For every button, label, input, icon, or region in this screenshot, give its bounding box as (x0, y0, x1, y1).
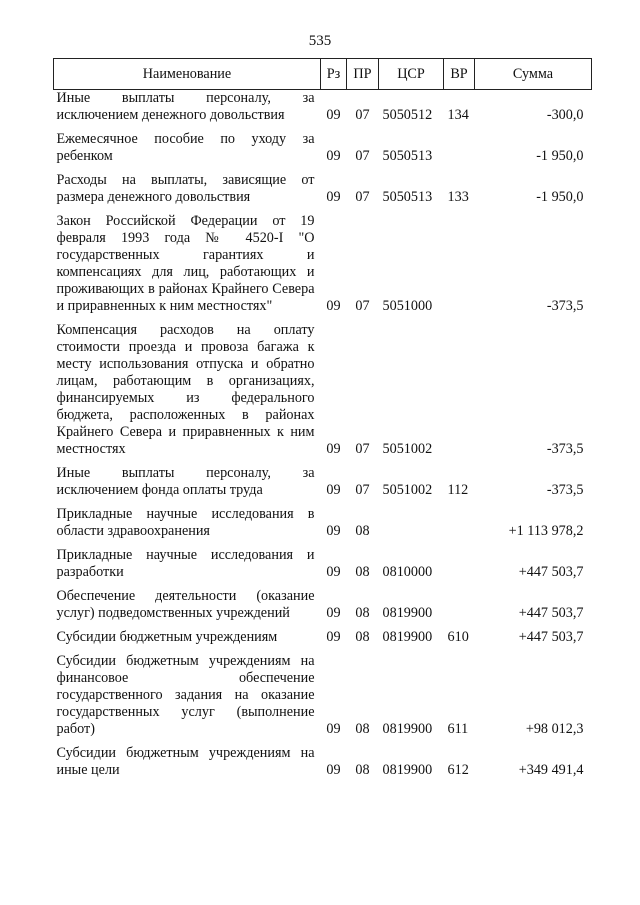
row-vr: 112 (447, 482, 469, 498)
row-vr: 610 (447, 629, 469, 645)
row-sum: +349 491,4 (518, 762, 584, 778)
row-vr (444, 588, 475, 629)
row-name: Иные выплаты персоналу, за исключением фонда оплаты труда (56, 465, 315, 498)
row-csr: 0819900 (382, 629, 433, 645)
row-vr (444, 213, 475, 322)
row-rz: 09 (326, 298, 341, 314)
row-sum: -1 950,0 (536, 189, 584, 205)
table-row (54, 547, 592, 588)
row-name: Компенсация расходов на оплату стоимости проезда и провоза багажа к месту использования отпуска и обратно лицам, работающим в организациях, финансируемых из федерального бюджета, расположенных в районах Крайнего Севера и приравненных к ним местностях (56, 322, 315, 457)
row-vr: 612 (447, 762, 469, 778)
row-pr: 08 (355, 721, 370, 737)
row-rz: 09 (326, 148, 341, 164)
table-row (54, 131, 592, 172)
row-rz: 09 (326, 107, 341, 123)
row-csr: 5051000 (382, 298, 433, 314)
table-row (54, 653, 592, 745)
row-pr: 08 (355, 564, 370, 580)
row-sum: +447 503,7 (518, 629, 584, 645)
row-sum: -373,5 (546, 441, 584, 457)
table-body (54, 90, 592, 787)
table-row (54, 465, 592, 506)
row-vr (444, 506, 475, 547)
row-pr: 07 (355, 148, 370, 164)
row-pr: 08 (355, 629, 370, 645)
row-sum: +447 503,7 (518, 564, 584, 580)
table-row (54, 588, 592, 629)
row-pr: 08 (355, 762, 370, 778)
page-number: 535 (308, 33, 332, 49)
row-csr: 0819900 (382, 762, 433, 778)
row-pr: 07 (355, 482, 370, 498)
header-rz: Рз (321, 59, 347, 90)
row-pr: 07 (355, 441, 370, 457)
row-csr: 0810000 (382, 564, 433, 580)
row-vr (444, 131, 475, 172)
row-rz: 09 (326, 441, 341, 457)
row-sum: -373,5 (546, 482, 584, 498)
budget-table (53, 58, 592, 786)
row-name: Субсидии бюджетным учреждениям на финансовое обеспечение государственного задания на оказание государственных услуг (выполнение работ) (56, 653, 315, 737)
row-rz: 09 (326, 721, 341, 737)
table-row (54, 213, 592, 322)
row-pr: 07 (355, 189, 370, 205)
row-pr: 07 (355, 107, 370, 123)
row-name: Обеспечение деятельности (оказание услуг) подведомственных учреждений (56, 588, 315, 621)
row-csr: 5051002 (382, 441, 433, 457)
row-name: Иные выплаты персоналу, за исключением денежного довольствия (56, 90, 315, 123)
table-row (54, 172, 592, 213)
row-vr: 134 (447, 107, 469, 123)
row-pr: 08 (355, 523, 370, 539)
header-csr: ЦСР (379, 59, 444, 90)
row-name: Ежемесячное пособие по уходу за ребенком (56, 131, 315, 164)
header-name: Наименование (54, 59, 321, 90)
row-name: Субсидии бюджетным учреждениям (56, 629, 278, 645)
header-pr: ПР (347, 59, 379, 90)
row-name: Закон Российской Федерации от 19 февраля 1993 года № 4520-I "О государственных гарантиях и компенсациях для лиц, работающих и проживающих в районах Крайнего Севера и приравненных к ним местностях" (56, 213, 315, 314)
row-sum: -1 950,0 (536, 148, 584, 164)
row-csr: 5050512 (382, 107, 433, 123)
row-pr: 08 (355, 605, 370, 621)
row-name: Субсидии бюджетным учреждениям на иные цели (56, 745, 315, 778)
row-sum: -300,0 (546, 107, 584, 123)
row-csr (379, 506, 444, 547)
table-row (54, 506, 592, 547)
row-sum: -373,5 (546, 298, 584, 314)
table-header-row (54, 59, 592, 90)
row-rz: 09 (326, 605, 341, 621)
row-name: Расходы на выплаты, зависящие от размера денежного довольствия (56, 172, 315, 205)
row-rz: 09 (326, 189, 341, 205)
row-rz: 09 (326, 629, 341, 645)
row-name: Прикладные научные исследования и разработки (56, 547, 315, 580)
table-row (54, 322, 592, 465)
row-sum: +447 503,7 (518, 605, 584, 621)
row-csr: 5051002 (382, 482, 433, 498)
table-row (54, 629, 592, 653)
header-vr: ВР (444, 59, 475, 90)
row-csr: 5050513 (382, 189, 433, 205)
header-sum: Сумма (475, 59, 592, 90)
row-sum: +98 012,3 (525, 721, 584, 737)
row-csr: 5050513 (382, 148, 433, 164)
table-row (54, 745, 592, 786)
table-row (54, 90, 592, 132)
row-vr (444, 322, 475, 465)
row-rz: 09 (326, 523, 341, 539)
row-vr: 133 (447, 189, 469, 205)
row-sum: +1 113 978,2 (508, 523, 584, 539)
row-rz: 09 (326, 482, 341, 498)
row-rz: 09 (326, 564, 341, 580)
row-pr: 07 (355, 298, 370, 314)
row-vr: 611 (447, 721, 469, 737)
row-name: Прикладные научные исследования в области здравоохранения (56, 506, 315, 539)
row-csr: 0819900 (382, 605, 433, 621)
row-rz: 09 (326, 762, 341, 778)
row-vr (444, 547, 475, 588)
row-csr: 0819900 (382, 721, 433, 737)
